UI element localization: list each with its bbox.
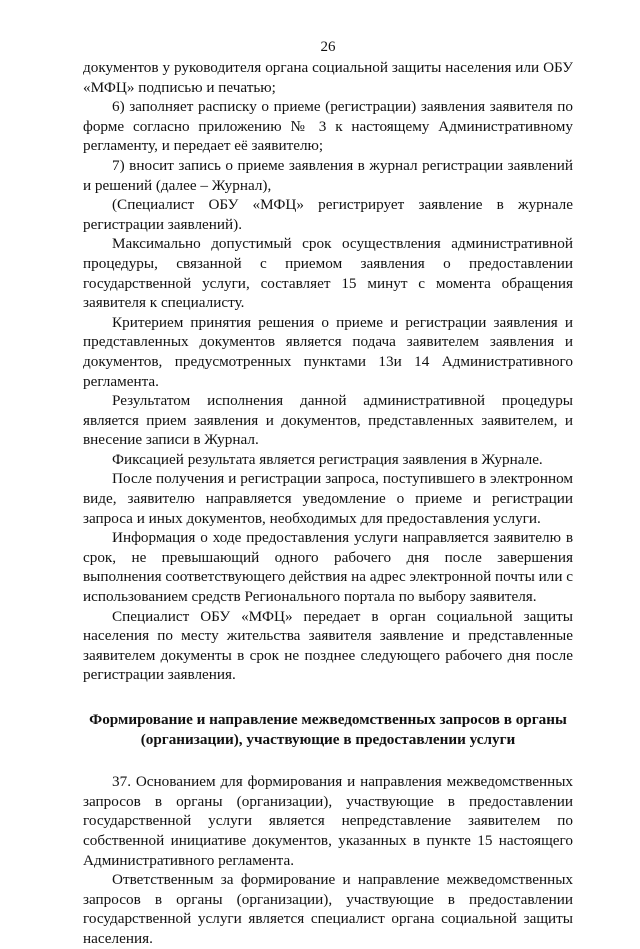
page-number: 26 (320, 39, 336, 55)
paragraph-result: Результатом исполнения данной административной процедуры является прием заявления и документов, представленных заявителем, и внесение записи в Журнал. (83, 392, 573, 449)
paragraph-electronic-request: После получения и регистрации запроса, поступившего в электронном виде, заявителю направляется уведомление о приеме и регистрации запроса и иных документов, необходимых для предоставления услуги. (83, 470, 573, 527)
paragraph-fixation: Фиксацией результата является регистрация заявления в Журнале. (112, 450, 543, 468)
paragraph-max-time: Максимально допустимый срок осуществления административной процедуры, связанной с приемом заявления о предоставлении государственной услуги, составляет 15 минут с момента обращения заявителя к специалисту. (83, 235, 573, 312)
spacer (83, 749, 573, 772)
paragraph-transfer: Специалист ОБУ «МФЦ» передает в орган социальной защиты населения по месту жительства заявителя заявление и представленные заявителем документы в срок не позднее следующего рабочего дня после регистрации заявления. (83, 607, 573, 684)
document-page (83, 38, 573, 949)
paragraph-progress-info: Информация о ходе предоставления услуги направляется заявителю в срок, не превышающий одного рабочего дня после завершения выполнения соответствующего действия на адрес электронной почты или с использованием средств Регионального портала по выбору заявителя. (83, 529, 573, 606)
spacer (83, 685, 573, 710)
paragraph-mfc-note: (Специалист ОБУ «МФЦ» регистрирует заявление в журнале регистрации заявлений). (83, 196, 573, 233)
paragraph-item-6: 6) заполняет расписку о приеме (регистрации) заявления заявителя по форме согласно приложению № 3 к настоящему Административному регламенту, и передает её заявителю; (83, 98, 573, 155)
paragraph-responsible: Ответственным за формирование и направление межведомственных запросов в органы (организации), участвующие в предоставлении государственной услуги является специалист органа социальной защиты населения. (83, 871, 573, 947)
paragraph-item-37: 37. Основанием для формирования и направления межведомственных запросов в органы (организации), участвующие в предоставлении государственной услуги является непредставление заявителем по собственной инициативе документов, указанных в пункте 15 настоящего Административного регламента. (83, 773, 573, 869)
paragraph-item-7: 7) вносит запись о приеме заявления в журнал регистрации заявлений и решений (далее – Журнал), (83, 156, 573, 194)
paragraph-continuation: документов у руководителя органа социальной защиты населения или ОБУ «МФЦ» подписью и печатью; (83, 59, 573, 96)
paragraph-criterion: Критерием принятия решения о приеме и регистрации заявления и представленных документов является подача заявителем заявления и документов, предусмотренных пунктами 13и 14 Административного регламента. (83, 313, 573, 390)
section-heading: Формирование и направление межведомственных запросов в органы (организации), участвующие в предоставлении услуги (89, 711, 567, 748)
